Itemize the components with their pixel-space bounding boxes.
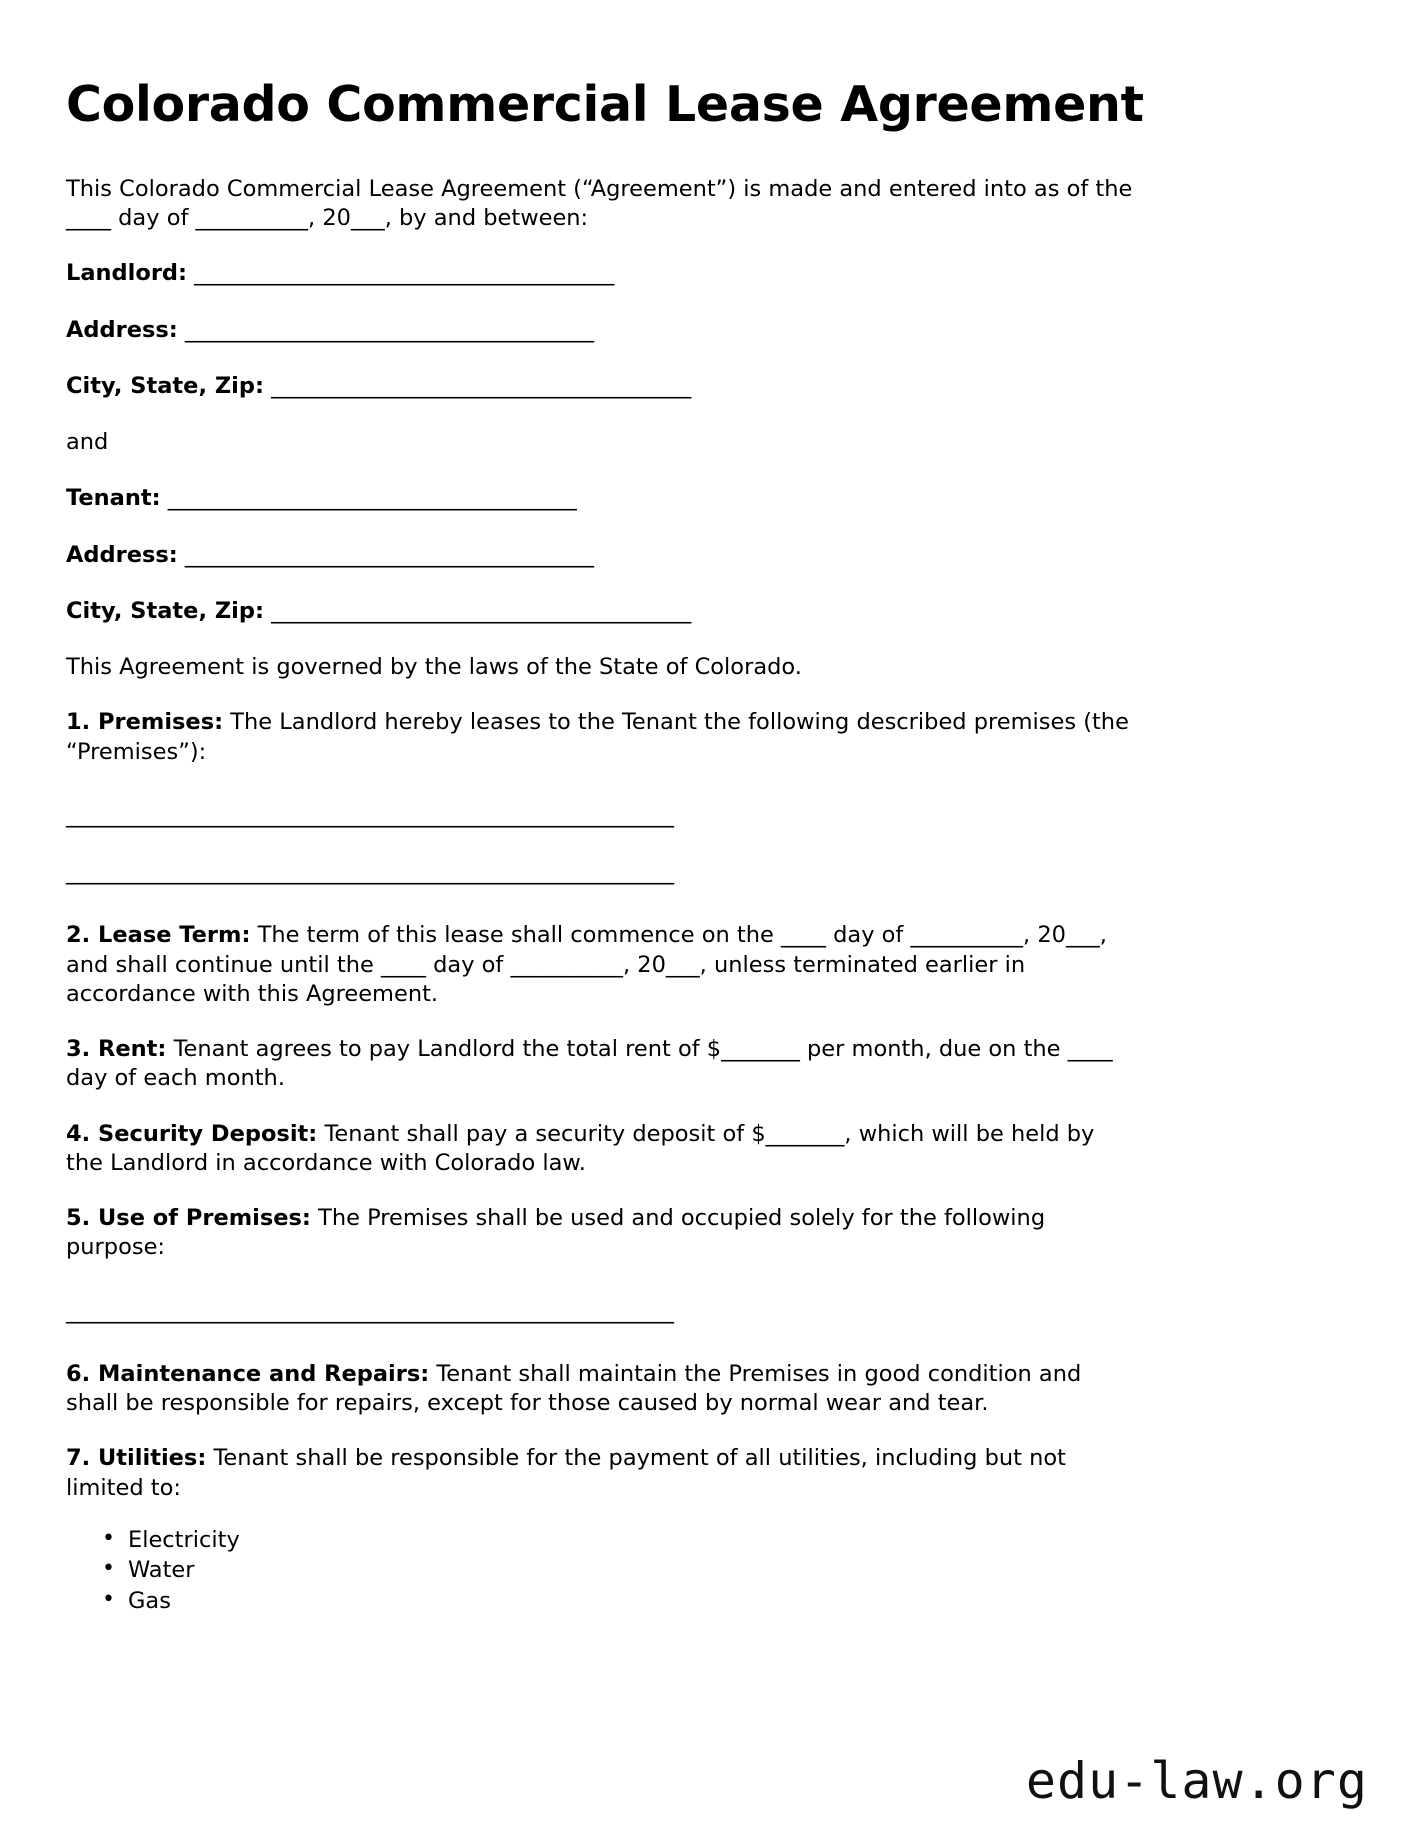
tenant-address-label: Address: bbox=[66, 541, 178, 568]
landlord-name-label: Landlord: bbox=[66, 260, 188, 287]
tenant-city-state-zip-field bbox=[66, 597, 1350, 626]
section-use-of-premises-body: The Premises shall be used and occupied solely for the following purpose: bbox=[66, 1205, 1046, 1261]
list-item: • Water bbox=[128, 1555, 1350, 1586]
section-use-of-premises bbox=[66, 1204, 1136, 1263]
tenant-address-blank[interactable]: _____________________________________ bbox=[184, 541, 594, 568]
tenant-city-state-zip-label: City, State, Zip: bbox=[66, 597, 264, 624]
section-utilities bbox=[66, 1444, 1136, 1503]
landlord-city-state-zip-label: City, State, Zip: bbox=[66, 372, 264, 399]
section-maintenance-heading: 6. Maintenance and Repairs: bbox=[66, 1360, 430, 1387]
site-watermark: edu-law.org bbox=[1025, 1752, 1368, 1810]
section-rent bbox=[66, 1035, 1136, 1094]
page-title: Colorado Commercial Lease Agreement bbox=[66, 76, 1144, 133]
tenant-name-label: Tenant: bbox=[66, 485, 161, 512]
section-maintenance-body: Tenant shall maintain the Premises in good condition and shall be responsible for repairs, except for those caused by normal wear and tear. bbox=[66, 1360, 1082, 1417]
landlord-address-field bbox=[66, 316, 1350, 345]
tenant-address-field bbox=[66, 541, 1350, 570]
section-premises-heading: 1. Premises: bbox=[66, 709, 224, 736]
section-premises bbox=[66, 708, 1136, 767]
parties-conjunction: and bbox=[66, 429, 109, 456]
landlord-address-blank[interactable]: _____________________________________ bbox=[184, 316, 594, 343]
landlord-name-field bbox=[66, 259, 1350, 288]
tenant-name-field bbox=[66, 484, 1350, 513]
use-of-premises-blank-line-1[interactable]: _______________________________________________________ bbox=[66, 1297, 674, 1324]
section-utilities-body: Tenant shall be responsible for the payment of all utilities, including but not limited to: bbox=[66, 1445, 1066, 1501]
landlord-city-state-zip-blank[interactable]: ______________________________________ bbox=[271, 372, 692, 399]
section-utilities-heading: 7. Utilities: bbox=[66, 1445, 207, 1472]
section-premises-body: The Landlord hereby leases to the Tenant the following described premises (the “Premises”): bbox=[66, 709, 1129, 765]
tenant-name-blank[interactable]: _____________________________________ bbox=[167, 485, 577, 512]
list-item: • Electricity bbox=[128, 1525, 1350, 1556]
section-rent-heading: 3. Rent: bbox=[66, 1036, 167, 1063]
section-security-deposit-heading: 4. Security Deposit: bbox=[66, 1120, 318, 1147]
section-lease-term bbox=[66, 921, 1136, 1009]
section-lease-term-body: The term of this lease shall commence on the ____ day of __________, 20___, and shall continue until the ____ day of __________, 20___, unless terminated earlier in accordance with this Agreement. bbox=[66, 922, 1107, 1007]
section-security-deposit-body: Tenant shall pay a security deposit of $_______, which will be held by the Landlord in accordance with Colorado law. bbox=[66, 1120, 1095, 1176]
tenant-city-state-zip-blank[interactable]: ______________________________________ bbox=[271, 597, 692, 624]
premises-blank-line-1[interactable]: _______________________________________________________ bbox=[66, 801, 674, 828]
governing-law-paragraph: This Agreement is governed by the laws of the State of Colorado. bbox=[66, 654, 802, 681]
landlord-address-label: Address: bbox=[66, 316, 178, 343]
list-item: • Gas bbox=[128, 1586, 1350, 1617]
intro-paragraph: This Colorado Commercial Lease Agreement (“Agreement”) is made and entered into as of the ____ day of __________, 20___, by and between: bbox=[66, 175, 1133, 232]
section-security-deposit bbox=[66, 1120, 1136, 1179]
section-use-of-premises-heading: 5. Use of Premises: bbox=[66, 1205, 311, 1232]
landlord-name-blank[interactable]: ______________________________________ bbox=[194, 260, 615, 287]
premises-blank-line-2[interactable]: _______________________________________________________ bbox=[66, 859, 674, 886]
utilities-list bbox=[66, 1525, 1350, 1617]
section-maintenance bbox=[66, 1360, 1136, 1419]
section-rent-body: Tenant agrees to pay Landlord the total rent of $_______ per month, due on the ____ day of each month. bbox=[66, 1036, 1113, 1092]
section-lease-term-heading: 2. Lease Term: bbox=[66, 922, 251, 949]
landlord-city-state-zip-field bbox=[66, 372, 1350, 401]
